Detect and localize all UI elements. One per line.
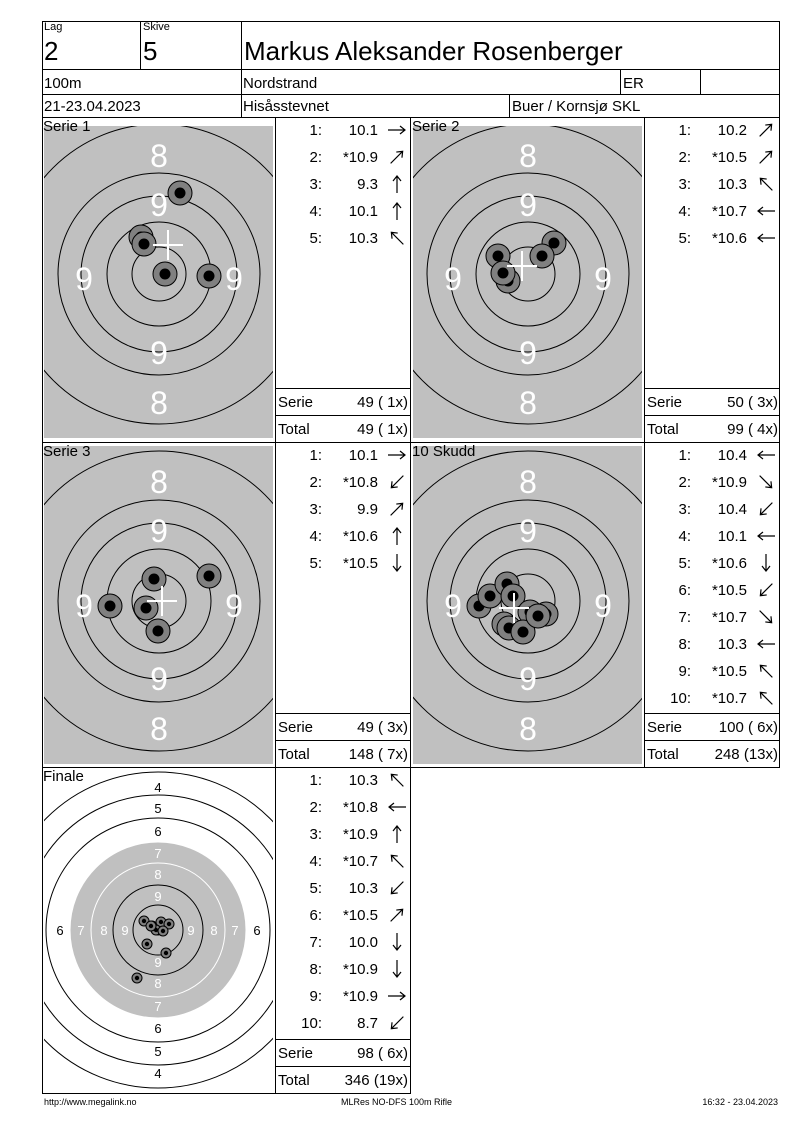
shot-row: [645, 528, 779, 548]
shot-number: 1:: [678, 122, 691, 139]
shot-score: 10.1: [717, 528, 747, 545]
total-score: 49 ( 1x): [357, 421, 408, 438]
panel-title-serie-1: Serie 1: [43, 118, 91, 135]
row-sep-1: [42, 442, 780, 443]
direction-arrow-icon: [386, 527, 408, 545]
shot-number: 2:: [678, 149, 691, 166]
shot-number: 6:: [309, 907, 322, 924]
direction-arrow-icon: [386, 933, 408, 951]
shot-hole: [526, 604, 550, 628]
shot-row: [276, 853, 410, 873]
ring-label: 8: [210, 923, 218, 938]
panel-title-10-skudd: 10 Skudd: [412, 443, 476, 460]
direction-arrow-icon: [386, 148, 408, 166]
vsep-b: [410, 117, 411, 1093]
shot-hole: [153, 262, 177, 286]
shot-row: [276, 501, 410, 521]
ring-label: 9: [519, 513, 537, 549]
serie-score: 98 ( 6x): [357, 1045, 408, 1062]
shot-number: 10:: [670, 690, 691, 707]
shot-number: 1:: [309, 447, 322, 464]
direction-arrow-icon: [386, 1014, 408, 1032]
ring-label: 9: [519, 661, 537, 697]
shot-score: 10.3: [348, 880, 378, 897]
header-line-1: [42, 69, 780, 70]
direction-arrow-icon: [755, 554, 777, 572]
shot-hole: [168, 181, 192, 205]
total-label: Total: [647, 746, 679, 763]
shot-row: [276, 907, 410, 927]
shot-score: *10.9: [342, 961, 378, 978]
direction-arrow-icon: [755, 527, 777, 545]
direction-arrow-icon: [386, 906, 408, 924]
shot-row: [645, 501, 779, 521]
shot-number: 8:: [309, 961, 322, 978]
total-label: Total: [278, 746, 310, 763]
frame-bottom: [42, 1093, 411, 1094]
ring-label: 7: [154, 999, 162, 1014]
target-serie-1: [44, 126, 273, 438]
shot-hole: [530, 244, 554, 268]
distance: 100m: [44, 75, 82, 92]
shot-list-10-skudd: [645, 447, 779, 707]
shooter-name: Markus Aleksander Rosenberger: [244, 36, 623, 66]
shot-row: [276, 230, 410, 250]
target-serie-3: [43, 443, 273, 764]
shot-number: 8:: [678, 636, 691, 653]
venue: Buer / Kornsjø SKL: [512, 98, 641, 115]
total-score: 248 (13x): [714, 746, 778, 763]
shot-hole: [146, 921, 156, 931]
shot-score: *10.9: [342, 988, 378, 1005]
shot-score: 10.3: [717, 176, 747, 193]
ring-label: 9: [519, 187, 537, 223]
shot-number: 2:: [309, 799, 322, 816]
shot-score: *10.7: [711, 690, 747, 707]
direction-arrow-icon: [386, 987, 408, 1005]
sum-line: [275, 740, 410, 741]
shot-number: 5:: [309, 555, 322, 572]
direction-arrow-icon: [386, 879, 408, 897]
shot-score: *10.8: [342, 799, 378, 816]
shot-number: 4:: [678, 203, 691, 220]
shot-row: [276, 447, 410, 467]
shot-row: [645, 690, 779, 710]
direction-arrow-icon: [386, 175, 408, 193]
ring-label: 8: [519, 711, 537, 747]
shot-number: 3:: [309, 501, 322, 518]
direction-arrow-icon: [386, 960, 408, 978]
ring-label: 9: [150, 335, 168, 371]
ring-label: 5: [154, 1044, 162, 1059]
shot-row: [645, 230, 779, 250]
direction-arrow-icon: [755, 635, 777, 653]
shot-score: *10.5: [342, 555, 378, 572]
footer-software: MLRes NO-DFS 100m Rifle: [341, 1097, 453, 1107]
shot-number: 3:: [678, 176, 691, 193]
ring-label: 5: [154, 801, 162, 816]
direction-arrow-icon: [755, 229, 777, 247]
total-score: 148 ( 7x): [348, 746, 408, 763]
ring-label: 6: [56, 923, 64, 938]
direction-arrow-icon: [755, 581, 777, 599]
sum-line: [275, 415, 410, 416]
shot-number: 1:: [309, 772, 322, 789]
ring-label: 9: [444, 261, 462, 297]
shot-row: [276, 988, 410, 1008]
shot-score: *10.5: [711, 582, 747, 599]
target-serie-2: [413, 126, 642, 438]
shot-number: 4:: [678, 528, 691, 545]
shot-number: 4:: [309, 853, 322, 870]
ring-label: 8: [150, 711, 168, 747]
shot-number: 6:: [678, 582, 691, 599]
ring-label: 9: [225, 588, 243, 624]
header-vsep-5: [509, 94, 510, 117]
direction-arrow-icon: [386, 202, 408, 220]
shot-number: 2:: [309, 149, 322, 166]
shot-score: 10.2: [717, 122, 747, 139]
shot-number: 5:: [309, 230, 322, 247]
serie-label: Serie: [278, 719, 314, 736]
shot-row: [276, 176, 410, 196]
shot-number: 4:: [309, 528, 322, 545]
shot-score: *10.8: [342, 474, 378, 491]
shot-score: *10.9: [342, 149, 378, 166]
shot-list-serie-2: [645, 122, 779, 382]
ring-label: 8: [519, 385, 537, 421]
shot-row: [276, 772, 410, 792]
shot-hole: [491, 261, 515, 285]
header-line-2: [42, 94, 780, 95]
sum-line: [644, 415, 780, 416]
shot-row: [276, 474, 410, 494]
ring-label: 8: [519, 138, 537, 174]
direction-arrow-icon: [386, 500, 408, 518]
ring-label: 9: [187, 923, 195, 938]
direction-arrow-icon: [755, 202, 777, 220]
shot-number: 5:: [678, 555, 691, 572]
ring-label: 6: [253, 923, 261, 938]
shot-number: 9:: [309, 988, 322, 1005]
ring-label: 6: [154, 824, 162, 839]
ring-label: 9: [225, 261, 243, 297]
ring-label: 8: [150, 138, 168, 174]
shot-score: 10.1: [348, 122, 378, 139]
shot-row: [645, 203, 779, 223]
shot-score: *10.6: [711, 230, 747, 247]
lag-value: 2: [44, 36, 59, 66]
shot-number: 3:: [309, 826, 322, 843]
ring-label: 7: [231, 923, 239, 938]
shot-number: 2:: [678, 474, 691, 491]
direction-arrow-icon: [386, 798, 408, 816]
shot-score: *10.5: [711, 149, 747, 166]
serie-label: Serie: [278, 394, 314, 411]
ring-label: 9: [150, 661, 168, 697]
shot-row: [645, 663, 779, 683]
shot-score: *10.7: [711, 203, 747, 220]
shot-hole: [197, 564, 221, 588]
direction-arrow-icon: [755, 121, 777, 139]
shot-number: 5:: [678, 230, 691, 247]
serie-label: Serie: [647, 394, 683, 411]
ring-label: 9: [121, 923, 129, 938]
shot-score: *10.9: [711, 474, 747, 491]
shot-score: 10.3: [348, 772, 378, 789]
shot-row: [645, 149, 779, 169]
shot-number: 3:: [309, 176, 322, 193]
serie-label: Serie: [278, 1045, 314, 1062]
shot-number: 9:: [678, 663, 691, 680]
ring-label: 9: [154, 889, 162, 904]
shot-hole: [142, 939, 152, 949]
shot-hole: [132, 973, 142, 983]
shot-number: 7:: [309, 934, 322, 951]
direction-arrow-icon: [386, 771, 408, 789]
total-score: 99 ( 4x): [727, 421, 778, 438]
panel-title-finale: Finale: [43, 768, 84, 785]
ring-label: 9: [519, 335, 537, 371]
shot-hole: [134, 596, 158, 620]
ring-label: 8: [154, 976, 162, 991]
header-line-3: [42, 117, 780, 118]
shot-score: *10.5: [342, 907, 378, 924]
direction-arrow-icon: [386, 121, 408, 139]
shot-score: 8.7: [357, 1015, 378, 1032]
frame-left: [42, 21, 43, 1094]
shot-number: 10:: [301, 1015, 322, 1032]
shot-row: [645, 474, 779, 494]
date: 21-23.04.2023: [44, 98, 141, 115]
event: Hisåsstevnet: [243, 98, 329, 115]
shot-score: *10.7: [711, 609, 747, 626]
shot-score: 10.1: [348, 203, 378, 220]
shot-row: [645, 555, 779, 575]
sum-line: [644, 740, 780, 741]
direction-arrow-icon: [386, 446, 408, 464]
shot-score: 10.4: [717, 501, 747, 518]
shot-number: 7:: [678, 609, 691, 626]
direction-arrow-icon: [755, 446, 777, 464]
shot-row: [276, 528, 410, 548]
ring-label: 8: [154, 867, 162, 882]
shot-number: 3:: [678, 501, 691, 518]
shot-hole: [146, 619, 170, 643]
lag-label: Lag: [44, 21, 63, 33]
shot-row: [645, 636, 779, 656]
sum-line: [275, 1066, 410, 1067]
serie-score: 100 ( 6x): [718, 719, 778, 736]
header-vsep-3: [620, 69, 621, 94]
footer-timestamp: 16:32 - 23.04.2023: [702, 1097, 778, 1107]
shot-score: *10.7: [342, 853, 378, 870]
shot-row: [276, 203, 410, 223]
direction-arrow-icon: [386, 554, 408, 572]
shot-row: [645, 609, 779, 629]
header-vsep-4: [700, 69, 701, 94]
sum-line: [275, 388, 410, 389]
serie-score: 50 ( 3x): [727, 394, 778, 411]
shot-score: 10.3: [348, 230, 378, 247]
shot-hole: [161, 948, 171, 958]
sum-line: [275, 713, 410, 714]
row-sep-2: [42, 767, 780, 768]
shot-score: 9.3: [357, 176, 378, 193]
shot-score: 9.9: [357, 501, 378, 518]
direction-arrow-icon: [386, 229, 408, 247]
panel-title-serie-3: Serie 3: [43, 443, 91, 460]
shot-number: 1:: [678, 447, 691, 464]
ring-label: 9: [75, 261, 93, 297]
shot-row: [645, 176, 779, 196]
footer-url: http://www.megalink.no: [44, 1097, 137, 1107]
sum-line: [644, 388, 780, 389]
shot-row: [276, 799, 410, 819]
ring-label: 9: [154, 955, 162, 970]
direction-arrow-icon: [755, 500, 777, 518]
ring-label: 7: [77, 923, 85, 938]
shot-row: [276, 880, 410, 900]
shot-score: 10.4: [717, 447, 747, 464]
target-10-skudd: [412, 443, 642, 764]
ring-label: 8: [150, 464, 168, 500]
direction-arrow-icon: [386, 473, 408, 491]
frame-right: [779, 21, 780, 767]
ring-label: 9: [444, 588, 462, 624]
ring-label: 7: [154, 846, 162, 861]
total-label: Total: [278, 421, 310, 438]
shot-score: 10.3: [717, 636, 747, 653]
shot-row: [645, 447, 779, 467]
ring-label: 4: [154, 780, 162, 795]
panel-title-serie-2: Serie 2: [412, 118, 460, 135]
shot-hole: [158, 926, 168, 936]
shot-hole: [132, 232, 156, 256]
direction-arrow-icon: [755, 148, 777, 166]
ring-label: 4: [154, 1066, 162, 1081]
total-label: Total: [647, 421, 679, 438]
serie-label: Serie: [647, 719, 683, 736]
total-label: Total: [278, 1072, 310, 1089]
shot-number: 1:: [309, 122, 322, 139]
serie-score: 49 ( 1x): [357, 394, 408, 411]
shot-row: [645, 122, 779, 142]
skive-label: Skive: [143, 21, 170, 33]
shot-hole: [197, 264, 221, 288]
target-finale: [43, 768, 273, 1092]
shot-score: 10.1: [348, 447, 378, 464]
shot-hole: [98, 594, 122, 618]
club: Nordstrand: [243, 75, 318, 92]
shot-score: *10.6: [342, 528, 378, 545]
ring-label: 9: [150, 513, 168, 549]
ring-label: 8: [519, 464, 537, 500]
shot-row: [276, 1015, 410, 1035]
shot-row: [276, 961, 410, 981]
ring-label: 9: [75, 588, 93, 624]
shot-number: 2:: [309, 474, 322, 491]
shot-row: [276, 122, 410, 142]
shot-score: *10.5: [711, 663, 747, 680]
shot-row: [276, 826, 410, 846]
ring-label: 8: [150, 385, 168, 421]
direction-arrow-icon: [755, 608, 777, 626]
shot-score: 10.0: [348, 934, 378, 951]
serie-score: 49 ( 3x): [357, 719, 408, 736]
ring-label: 8: [100, 923, 108, 938]
direction-arrow-icon: [755, 175, 777, 193]
ring-label: 9: [150, 187, 168, 223]
shot-row: [276, 555, 410, 575]
direction-arrow-icon: [386, 852, 408, 870]
shot-number: 5:: [309, 880, 322, 897]
ring-label: 9: [594, 588, 612, 624]
shot-score: *10.9: [342, 826, 378, 843]
ring-label: 9: [594, 261, 612, 297]
direction-arrow-icon: [755, 473, 777, 491]
header-vsep-1: [140, 21, 141, 69]
shot-score: *10.6: [711, 555, 747, 572]
shot-row: [645, 582, 779, 602]
shot-list-serie-3: [276, 447, 410, 707]
ring-label: 6: [154, 1021, 162, 1036]
shot-row: [276, 149, 410, 169]
skive-value: 5: [143, 36, 158, 66]
total-score: 346 (19x): [344, 1072, 408, 1089]
class: ER: [623, 75, 644, 92]
shot-list-finale: [276, 772, 410, 1034]
direction-arrow-icon: [386, 825, 408, 843]
header-vsep-2: [241, 21, 242, 117]
sum-line: [275, 1039, 410, 1040]
direction-arrow-icon: [755, 689, 777, 707]
sum-line: [644, 713, 780, 714]
shot-list-serie-1: [276, 122, 410, 382]
direction-arrow-icon: [755, 662, 777, 680]
shot-row: [276, 934, 410, 954]
shot-number: 4:: [309, 203, 322, 220]
